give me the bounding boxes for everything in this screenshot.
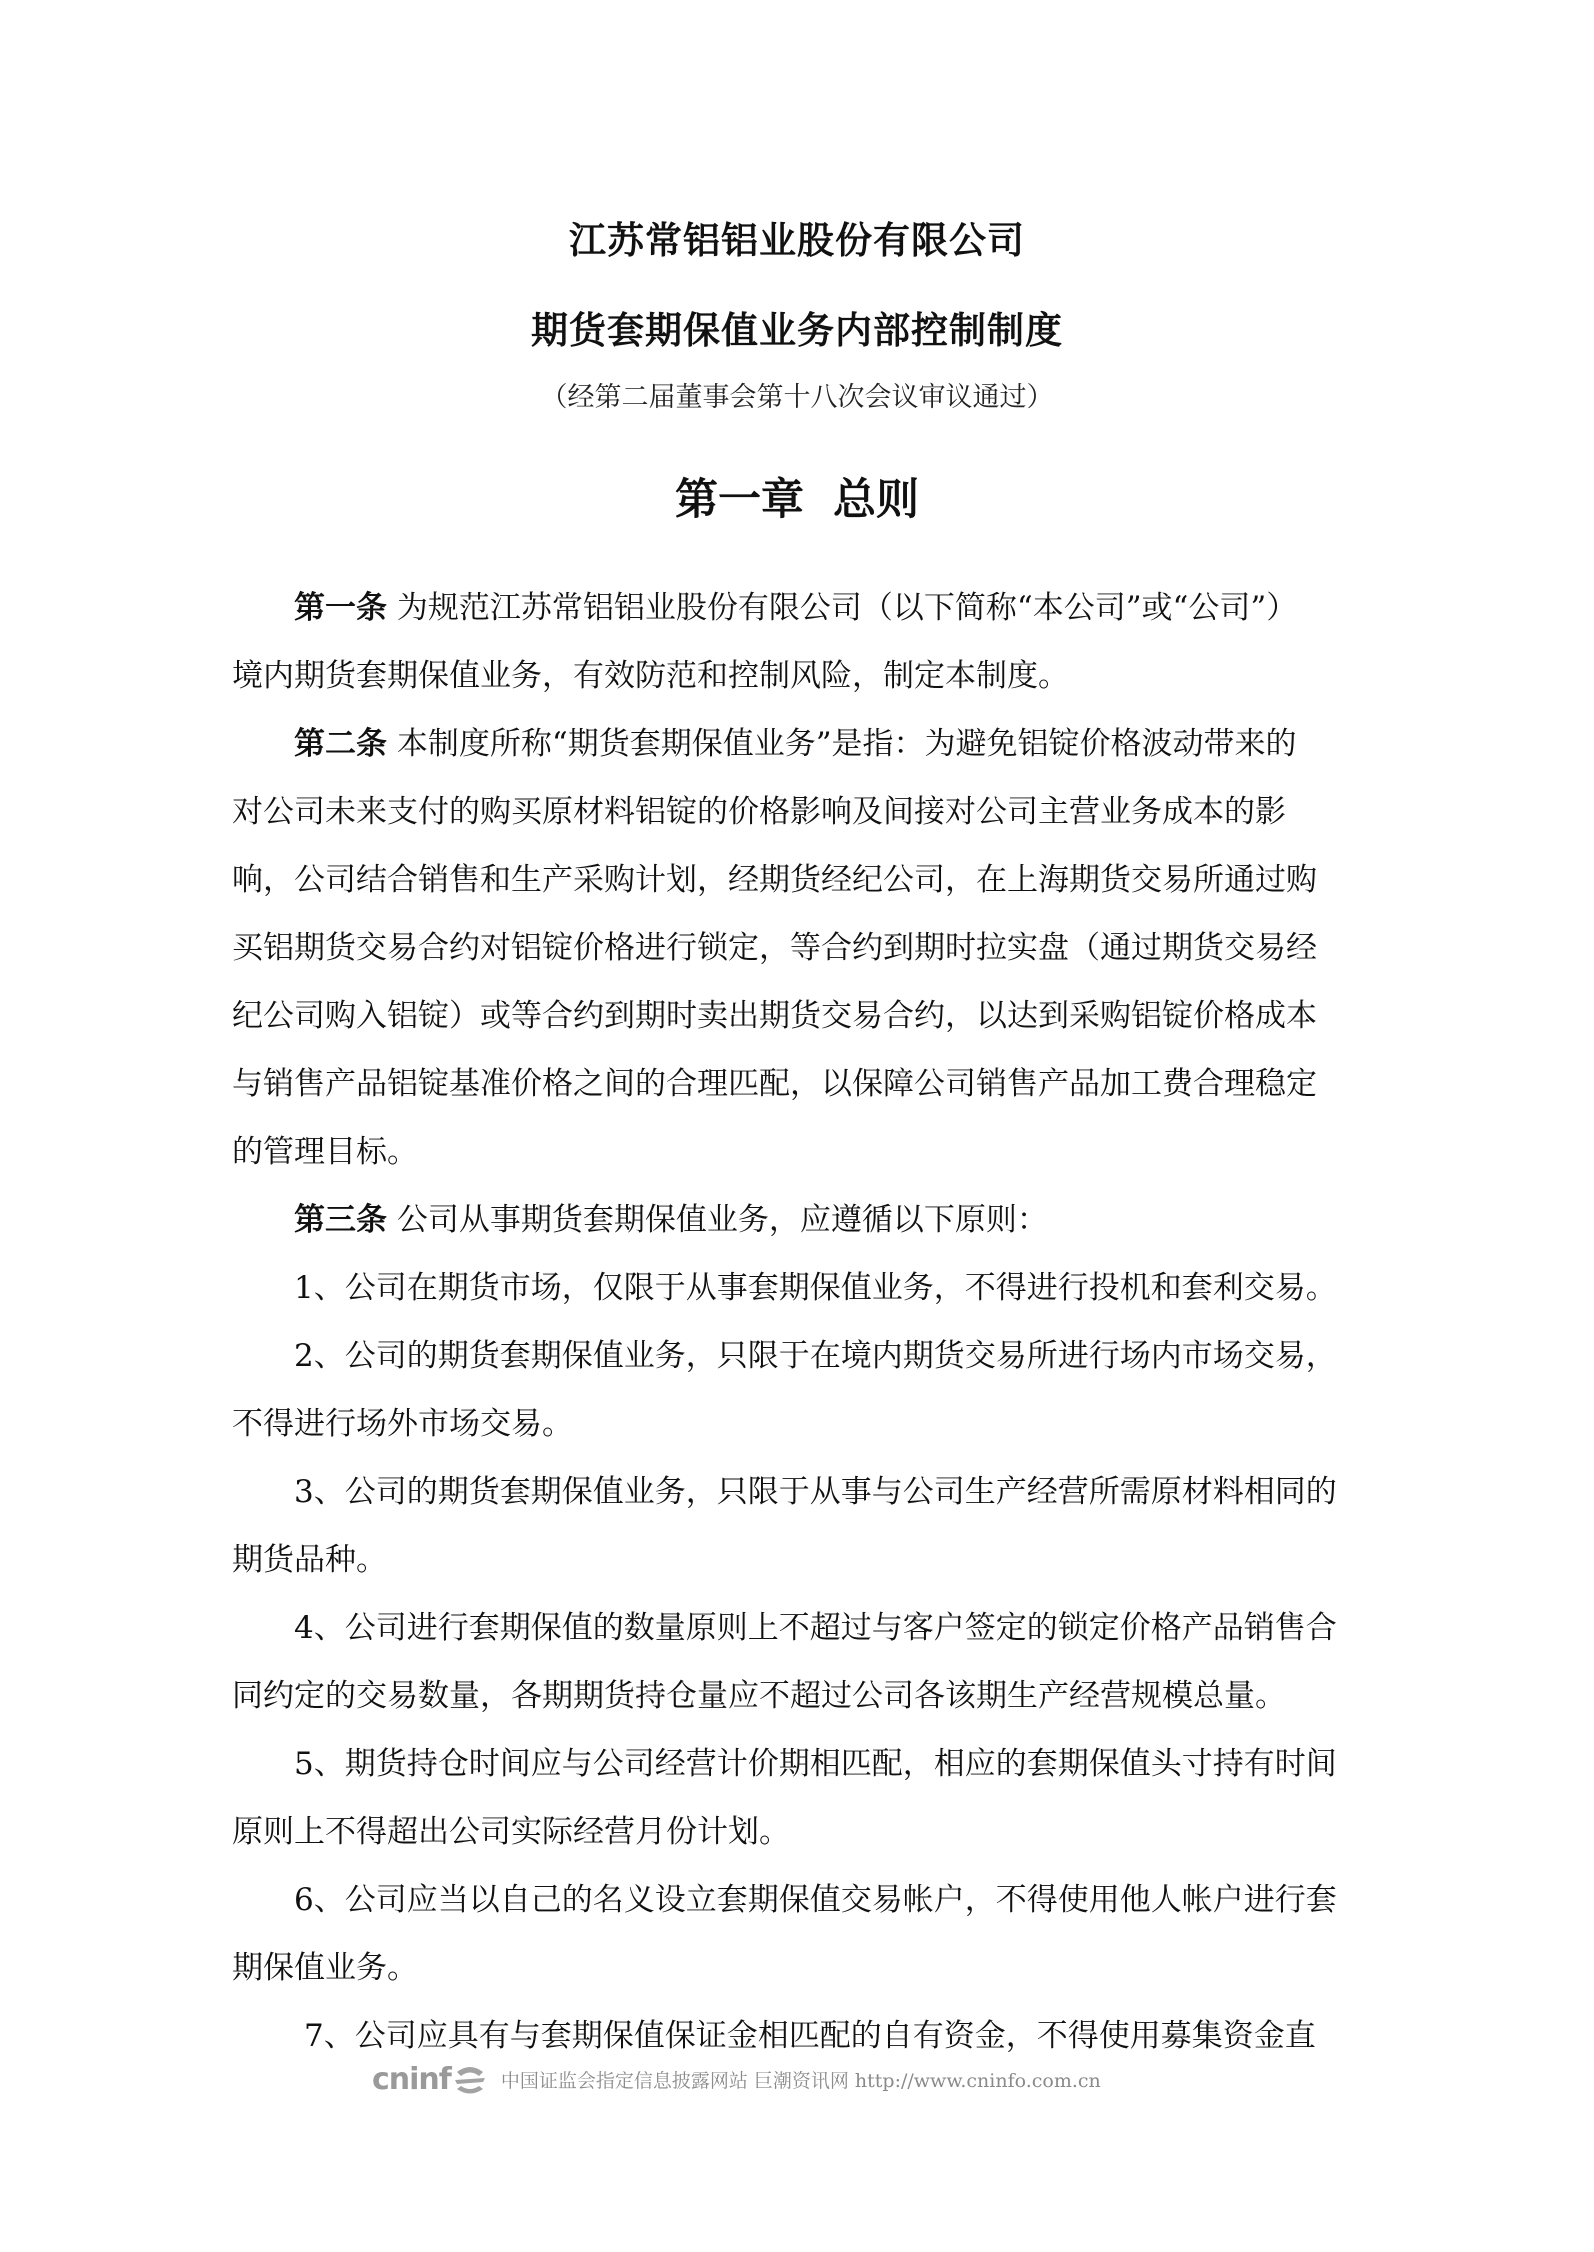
- article-2-line-7: 的管理目标。: [232, 1134, 418, 1170]
- page-footer: [372, 2059, 1101, 2099]
- article-2-line-1: [232, 710, 1362, 778]
- article-text: 为规范江苏常铝铝业股份有限公司（以下简称“本公司”或“公司”）: [387, 590, 1298, 626]
- principle-4-line-2: 同约定的交易数量，各期期货持仓量应不超过公司各该期生产经营规模总量。: [232, 1678, 1286, 1714]
- article-2-line-3: 响，公司结合销售和生产采购计划，经期货经纪公司，在上海期货交易所通过购: [232, 862, 1317, 898]
- principle-6-line-1: 6、公司应当以自己的名义设立套期保值交易帐户，不得使用他人帐户进行套: [294, 1882, 1337, 1918]
- article-label: 第三条: [294, 1202, 387, 1238]
- principle-3-line-1: 3、公司的期货套期保值业务，只限于从事与公司生产经营所需原材料相同的: [294, 1474, 1337, 1510]
- article-text: 本制度所称“期货套期保值业务”是指：为避免铝锭价格波动带来的: [387, 726, 1297, 762]
- article-2-line-4: 买铝期货交易合约对铝锭价格进行锁定，等合约到期时拉实盘（通过期货交易经: [232, 930, 1317, 966]
- article-2-line-6: 与销售产品铝锭基准价格之间的合理匹配，以保障公司销售产品加工费合理稳定: [232, 1066, 1317, 1102]
- article-2-line-2: 对公司未来支付的购买原材料铝锭的价格影响及间接对公司主营业务成本的影: [232, 794, 1286, 830]
- article-2-line-5: 纪公司购入铝锭）或等合约到期时卖出期货交易合约，以达到采购铝锭价格成本: [232, 998, 1317, 1034]
- company-name: 江苏常铝铝业股份有限公司: [569, 218, 1025, 262]
- principle-7-line-1: 7、公司应具有与套期保值保证金相匹配的自有资金，不得使用募集资金直: [304, 2018, 1316, 2054]
- footer-site-text: 中国证监会指定信息披露网站 巨潮资讯网 http://www.cninfo.com.cn: [500, 2069, 1101, 2092]
- principle-1: 1、公司在期货市场，仅限于从事套期保值业务，不得进行投机和套利交易。: [294, 1270, 1337, 1306]
- cninfo-logo-icon: [453, 2064, 487, 2094]
- principle-2-line-1: 2、公司的期货套期保值业务，只限于在境内期货交易所进行场内市场交易，: [294, 1338, 1337, 1374]
- principle-5-line-1: 5、期货持仓时间应与公司经营计价期相匹配，相应的套期保值头寸持有时间: [294, 1746, 1337, 1782]
- principle-5-line-2: 原则上不得超出公司实际经营月份计划。: [232, 1814, 790, 1850]
- approval-note: （经第二届董事会第十八次会议审议通过）: [540, 382, 1054, 413]
- article-label: 第一条: [294, 590, 387, 626]
- document-body: [232, 574, 1362, 2070]
- principle-4-line-1: 4、公司进行套期保值的数量原则上不超过与客户签定的锁定价格产品销售合: [294, 1610, 1337, 1646]
- principle-6-line-2: 期保值业务。: [232, 1950, 418, 1986]
- principle-2-line-2: 不得进行场外市场交易。: [232, 1406, 573, 1442]
- article-3-intro: [232, 1186, 1362, 1254]
- principle-3-line-2: 期货品种。: [232, 1542, 387, 1578]
- article-1-line-1: [232, 574, 1362, 642]
- article-label: 第二条: [294, 726, 387, 762]
- chapter-heading: 第一章 总则: [675, 475, 919, 525]
- document-title: 期货套期保值业务内部控制制度: [531, 308, 1063, 352]
- cninfo-logo-text: cninf: [372, 2061, 451, 2097]
- article-text: 公司从事期货套期保值业务，应遵循以下原则：: [387, 1202, 1048, 1238]
- article-1-line-2: 境内期货套期保值业务，有效防范和控制风险，制定本制度。: [232, 658, 1069, 694]
